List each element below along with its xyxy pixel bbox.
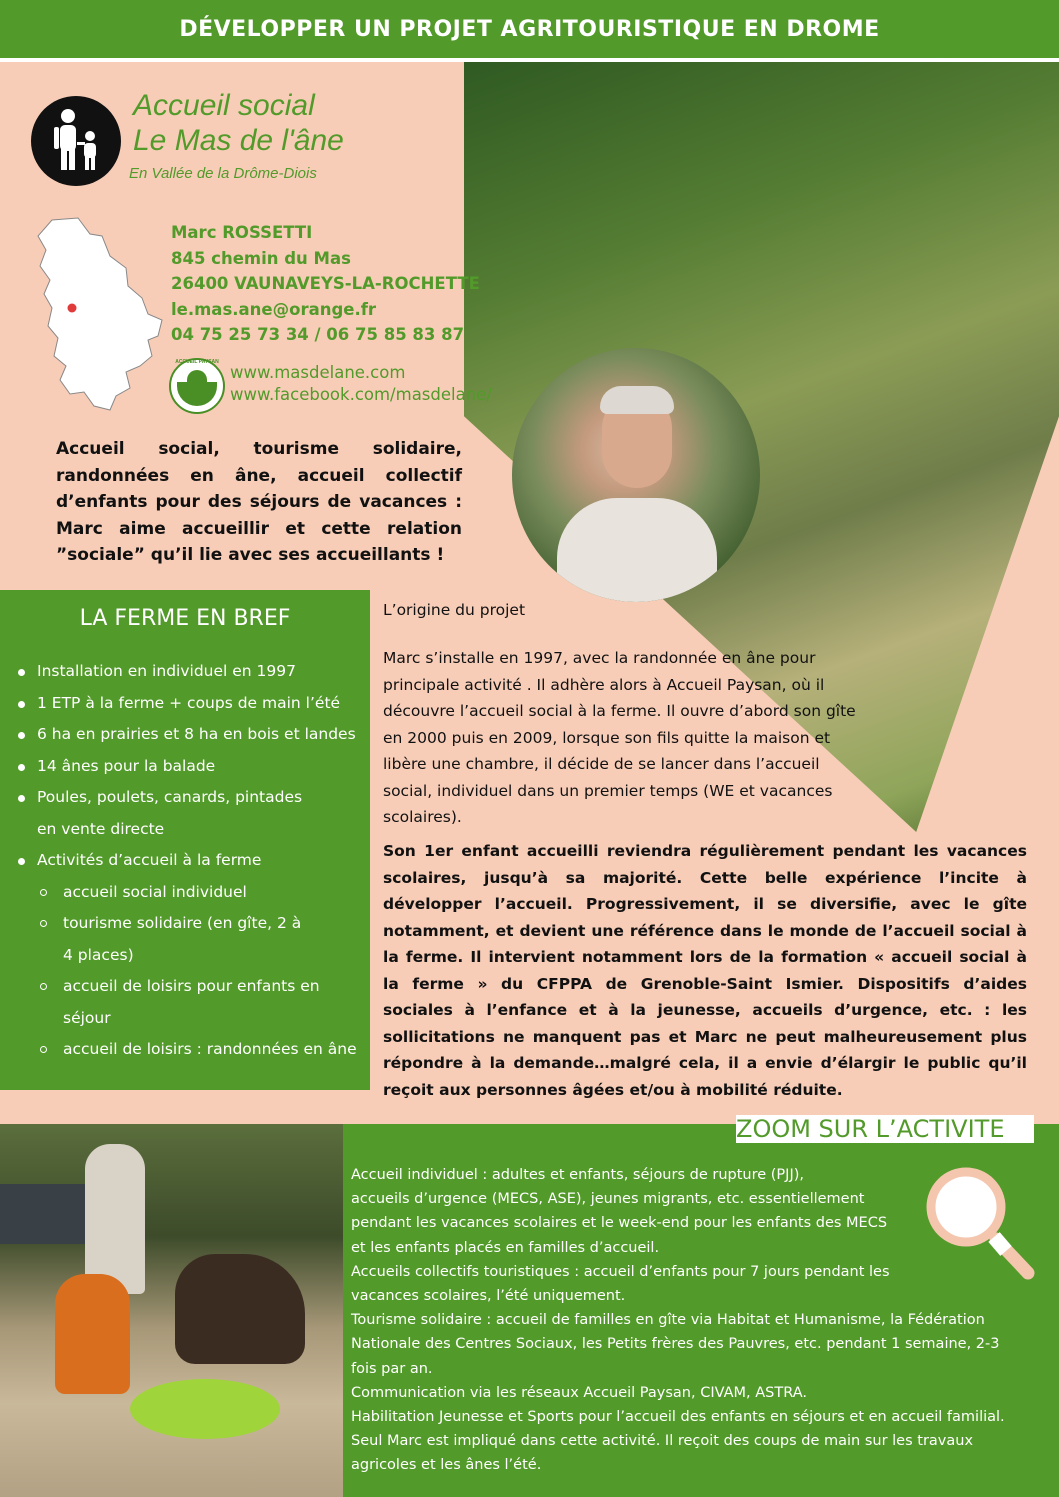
- facebook-link[interactable]: www.facebook.com/masdelane/: [230, 385, 492, 404]
- zoom-line: Accueils collectifs touristiques : accueil d’enfants pour 7 jours pendant les: [351, 1263, 890, 1280]
- location-pin: [68, 304, 77, 313]
- zoom-line: et les enfants placés en familles d’accueil.: [351, 1239, 660, 1256]
- origin-title: L’origine du projet: [383, 601, 526, 619]
- web-links: [230, 362, 492, 406]
- family-icon: [31, 96, 121, 186]
- list-item: Activités d’accueil à la ferme: [18, 845, 368, 877]
- brand-subtitle: En Vallée de la Drôme-Diois: [129, 165, 317, 182]
- zoom-line: pendant les vacances scolaires et le week-end pour les enfants des MECS: [351, 1215, 888, 1232]
- drome-map: [30, 216, 165, 414]
- zoom-line: Tourisme solidaire : accueil de familles en gîte via Habitat et Humanisme, la Fédération: [351, 1312, 985, 1329]
- website-link[interactable]: www.masdelane.com: [230, 363, 406, 382]
- list-item: Installation en individuel en 1997: [18, 656, 368, 688]
- bref-title: LA FERME EN BREF: [79, 606, 291, 631]
- zoom-line: vacances scolaires, l’été uniquement.: [351, 1288, 626, 1305]
- page-header: [0, 0, 1059, 58]
- zoom-title: ZOOM SUR L’ACTIVITE: [736, 1115, 1034, 1143]
- sub-list-item: accueil de loisirs pour enfants en séjour: [18, 971, 323, 1034]
- zoom-line: Accueil individuel : adultes et enfants, séjours de rupture (PJJ),: [351, 1167, 804, 1183]
- contact-block: [171, 220, 480, 348]
- header-title: DÉVELOPPER UN PROJET AGRITOURISTIQUE EN DROME: [179, 16, 880, 42]
- sub-list-item: tourisme solidaire (en gîte, 2 à 4 places): [18, 908, 303, 971]
- zoom-line: Communication via les réseaux Accueil Paysan, CIVAM, ASTRA.: [351, 1384, 807, 1401]
- accueil-paysan-logo-text: ACCUEIL PAYSAN: [175, 359, 219, 365]
- list-item: 14 ânes pour la balade: [18, 751, 368, 783]
- logo-badge: [31, 96, 121, 186]
- zoom-line: fois par an.: [351, 1360, 433, 1377]
- brand-title-line1: Accueil social: [133, 89, 315, 122]
- contact-city: 26400 VAUNAVEYS-LA-ROCHETTE: [171, 274, 480, 293]
- zoom-line: Habilitation Jeunesse et Sports pour l’accueil des enfants en séjours et en accueil familial.: [351, 1409, 1005, 1426]
- brand-title-line2: Le Mas de l'âne: [133, 124, 344, 157]
- list-item: Poules, poulets, canards, pintades en vente directe: [18, 782, 307, 845]
- zoom-text: [351, 1163, 1051, 1478]
- zoom-line: accueils d’urgence (MECS, ASE), jeunes migrants, etc. essentiellement: [351, 1191, 865, 1208]
- header-divider: [0, 58, 1059, 62]
- contact-phone: 04 75 25 73 34 / 06 75 85 83 87: [171, 325, 465, 344]
- contact-email[interactable]: le.mas.ane@orange.fr: [171, 299, 377, 319]
- contact-street: 845 chemin du Mas: [171, 248, 351, 268]
- zoom-line: Seul Marc est impliqué dans cette activité. Il reçoit des coups de main sur les travaux: [351, 1433, 974, 1450]
- zoom-line: Nationale des Centres Sociaux, les Petits frères des Pauvres, etc. pendant 1 semaine, 2-3: [351, 1336, 1000, 1353]
- accueil-paysan-logo: [169, 358, 225, 414]
- bref-list: [18, 656, 368, 1066]
- intro-text: Accueil social, tourisme solidaire, randonnées en âne, accueil collectif d’enfants pour des séjours de vacances : Marc aime accueillir et cette relation ”sociale” qu’il lie avec ses accueillants !: [56, 439, 462, 565]
- sub-list-item: accueil de loisirs : randonnées en âne: [18, 1034, 368, 1066]
- origin-paragraph-1: Marc s’installe en 1997, avec la randonnée en âne pour principale activité . Il adhère alors à Accueil Paysan, où il découvre l’accueil social à la ferme. Il ouvre d’abord son gîte en 2000 puis en 2009, lorsque son fils quitte la maison et libère une chambre, il décide de se lancer dans l’accueil social, individuel dans un premier temps (WE et vacances scolaires).: [383, 649, 856, 826]
- photo-portrait-marc: [512, 348, 760, 602]
- contact-name: Marc ROSSETTI: [171, 223, 313, 242]
- zoom-line: agricoles et les ânes l’été.: [351, 1457, 542, 1474]
- origin-paragraph-2: Son 1er enfant accueilli reviendra régulièrement pendant les vacances scolaires, jusqu’à sa majorité. Cette belle expérience l’incite à développer l’accueil. Progressivement, il se diversifie, avec le gîte notamment, et devient une référence dans le monde de l’accueil social à la ferme. Il intervient notamment lors de la formation « accueil social à la ferme » du CFPPA de Grenoble-Saint Ismier. Dispositifs d’aides sociales à l’enfance et à la jeunesse, accueils d’urgence, etc. : les sollicitations ne manquent pas et Marc ne peut malheureusement plus répondre à la demande…malgré cela, il a envie d’élargir le public qu’il reçoit aux personnes âgées et/ou à mobilité réduite.: [383, 842, 1027, 1099]
- list-item: 6 ha en prairies et 8 ha en bois et landes: [18, 719, 368, 751]
- list-item: 1 ETP à la ferme + coups de main l’été: [18, 688, 368, 720]
- sub-list-item: accueil social individuel: [18, 877, 368, 909]
- photo-marc-child-donkey: [0, 1124, 343, 1497]
